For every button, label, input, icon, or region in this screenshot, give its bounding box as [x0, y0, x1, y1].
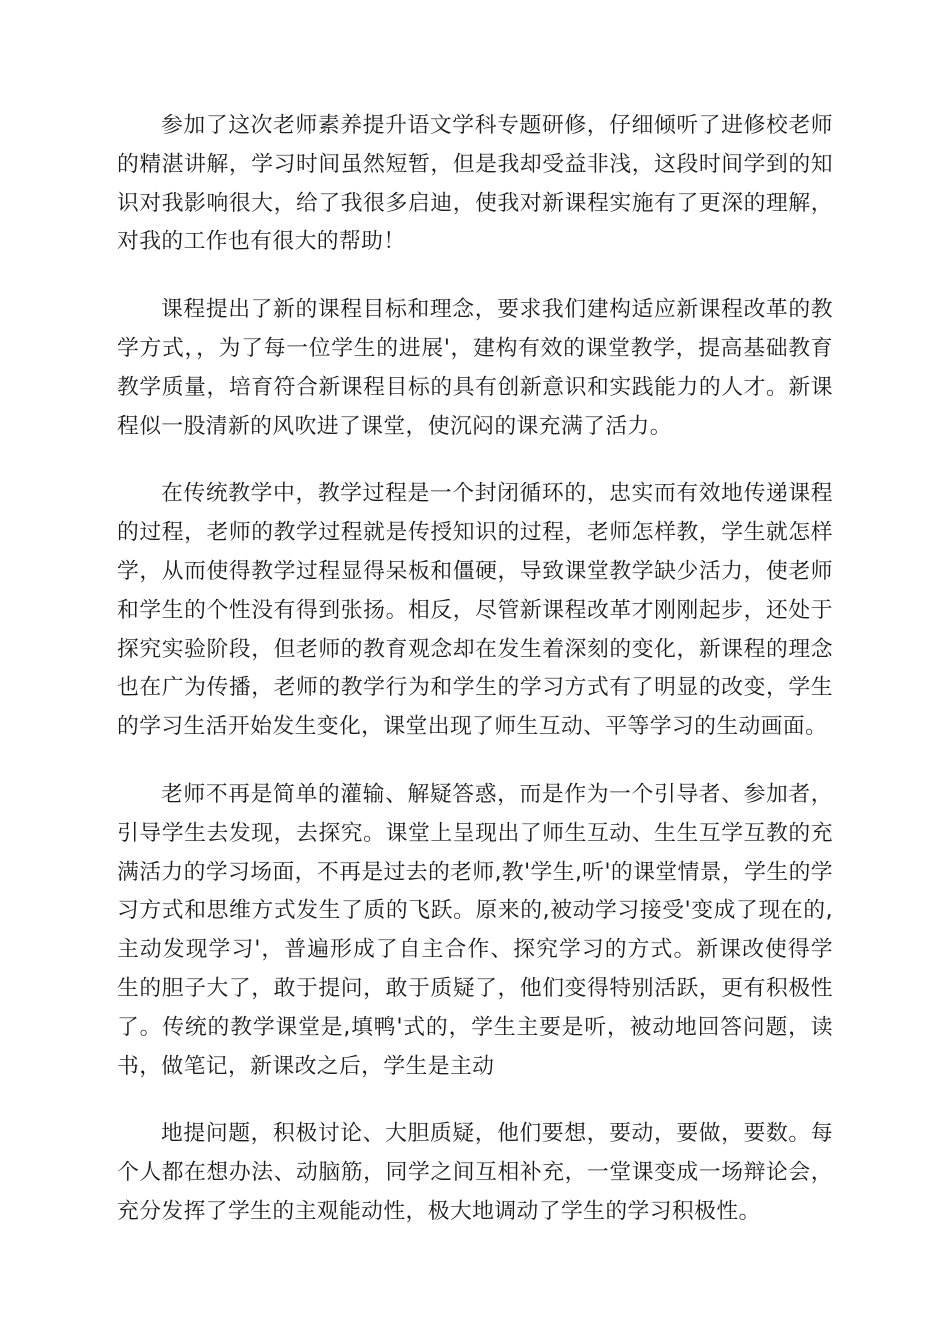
paragraph: 老师不再是简单的灌输、解疑答惑，而是作为一个引导者、参加者，引导学生去发现，去探究。课堂上呈现出了师生互动、生生互学互教的充满活力的学习场面，不再是过去的老师,教'学生,听'的课堂情景，学生的学习方式和思维方式发生了质的飞跃。原来的,被动学习接受'变成了现在的,主动发现学习'，普遍形成了自主合作、探究学习的方式。新课改使得学生的胆子大了，敢于提问，敢于质疑了，他们变得特别活跃，更有积极性了。传统的教学课堂是,填鸭'式的，学生主要是听，被动地回答问题，读书，做笔记，新课改之后，学生是主动 — [117, 781, 833, 1079]
paragraph: 参加了这次老师素养提升语文学科专题研修，仔细倾听了进修校老师的精湛讲解，学习时间虽然短暂，但是我却受益非浅，这段时间学到的知识对我影响很大，给了我很多启迪，使我对新课程实施有了更深的理解，对我的工作也有很大的帮助！ — [117, 113, 833, 255]
paragraph: 地提问题，积极讨论、大胆质疑，他们要想，要动，要做，要数。每个人都在想办法、动脑筋，同学之间互相补充，一堂课变成一场辩论会，充分发挥了学生的主观能动性，极大地调动了学生的学习积极性。 — [117, 1121, 833, 1224]
document-body — [117, 107, 833, 1261]
paragraph: 在传统教学中，教学过程是一个封闭循环的，忠实而有效地传递课程的过程，老师的教学过程就是传授知识的过程，老师怎样教，学生就怎样学，从而使得教学过程显得呆板和僵硬，导致课堂教学缺少活力，使老师和学生的个性没有得到张扬。相反，尽管新课程改革才刚刚起步，还处于探究实验阶段，但老师的教育观念却在发生着深刻的变化，新课程的理念也在广为传播，老师的教学行为和学生的学习方式有了明显的改变，学生的学习生活开始发生变化，课堂出现了师生互动、平等学习的生动画面。 — [117, 481, 833, 740]
paragraph: 课程提出了新的课程目标和理念，要求我们建构适应新课程改革的教学方式，，为了每一位学生的进展'，建构有效的课堂教学，提高基础教育教学质量，培育符合新课程目标的具有创新意识和实践能力的人才。新课程似一股清新的风吹进了课堂，使沉闷的课充满了活力。 — [117, 297, 833, 439]
